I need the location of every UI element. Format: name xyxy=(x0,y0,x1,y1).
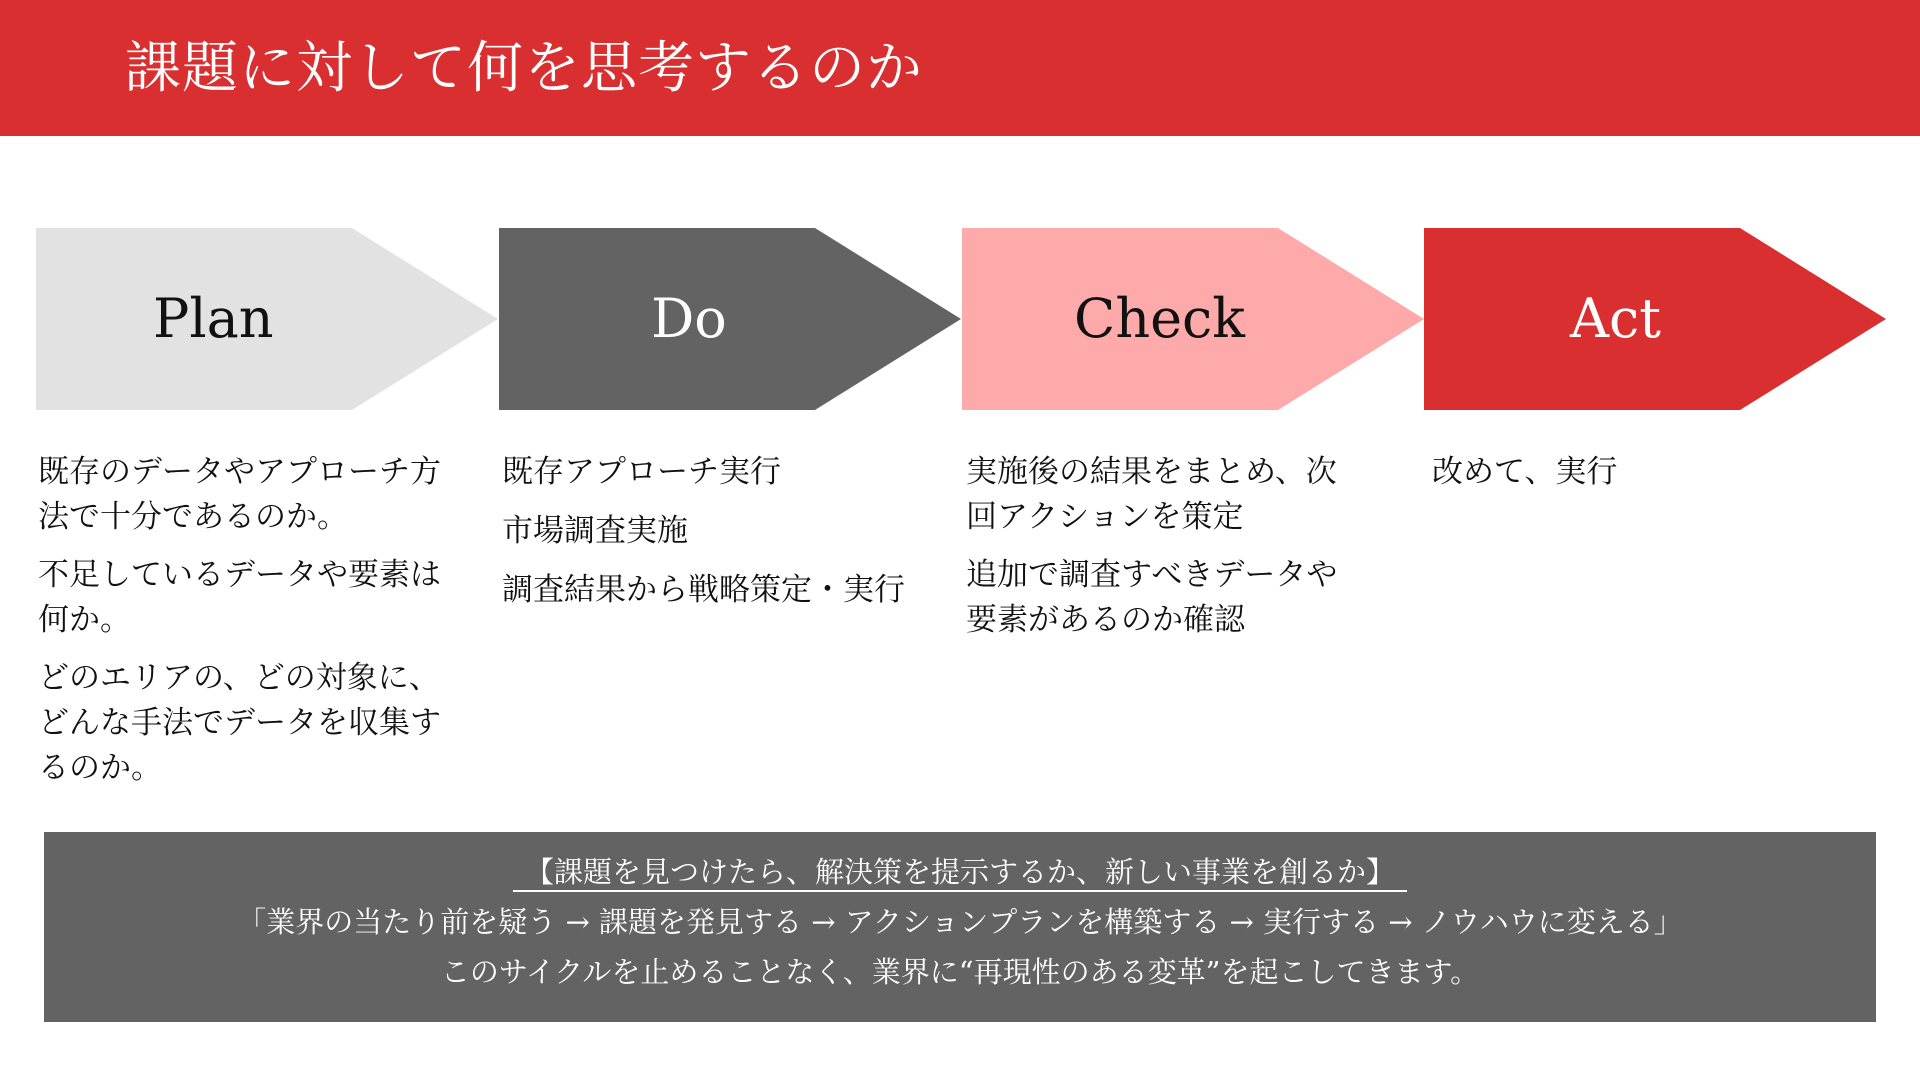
do-paragraph-1: 既存アプローチ実行 xyxy=(502,454,781,490)
plan-paragraph-3: どのエリアの、どの対象に、どんな手法でデータを収集するのか。 xyxy=(38,660,441,786)
step-arrow-act xyxy=(1424,228,1886,410)
summary-headline: 【課題を見つけたら、解決策を提示するか、新しい事業を創るか】 xyxy=(513,855,1407,892)
act-description xyxy=(1432,450,1872,508)
step-label-act: Act xyxy=(1570,287,1661,350)
summary-headline-row xyxy=(44,852,1876,892)
step-label-check: Check xyxy=(1074,287,1246,350)
step-label-do: Do xyxy=(651,287,727,350)
do-paragraph-3: 調査結果から戦略策定・実行 xyxy=(502,572,905,608)
summary-cycle-line: 「業界の当たり前を疑う → 課題を発見する → アクションプランを構築する → 実行する → ノウハウに変える」 xyxy=(237,905,1683,939)
summary-box xyxy=(44,832,1876,1022)
step-label-plan: Plan xyxy=(153,287,274,350)
step-arrow-check xyxy=(962,228,1424,410)
arrow-shape-do xyxy=(499,228,961,410)
page-title: 課題に対して何を思考するのか xyxy=(125,36,923,101)
act-paragraph-1: 改めて、実行 xyxy=(1432,454,1618,490)
step-arrow-plan xyxy=(36,228,498,410)
check-paragraph-1: 実施後の結果をまとめ、次回アクションを策定 xyxy=(966,454,1337,535)
plan-paragraph-1: 既存のデータやアプローチ方法で十分であるのか。 xyxy=(38,454,441,535)
plan-description xyxy=(38,450,458,804)
plan-paragraph-2: 不足しているデータや要素は何か。 xyxy=(38,557,441,638)
do-paragraph-2: 市場調査実施 xyxy=(502,513,688,549)
check-paragraph-2: 追加で調査すべきデータや要素があるのか確認 xyxy=(966,557,1338,638)
step-arrow-do xyxy=(499,228,961,410)
header-bar xyxy=(0,0,1920,136)
summary-closing-line: このサイクルを止めることなく、業界に“再現性のある変革”を起こしてきます。 xyxy=(440,955,1480,989)
do-description xyxy=(502,450,942,627)
check-description xyxy=(966,450,1366,656)
